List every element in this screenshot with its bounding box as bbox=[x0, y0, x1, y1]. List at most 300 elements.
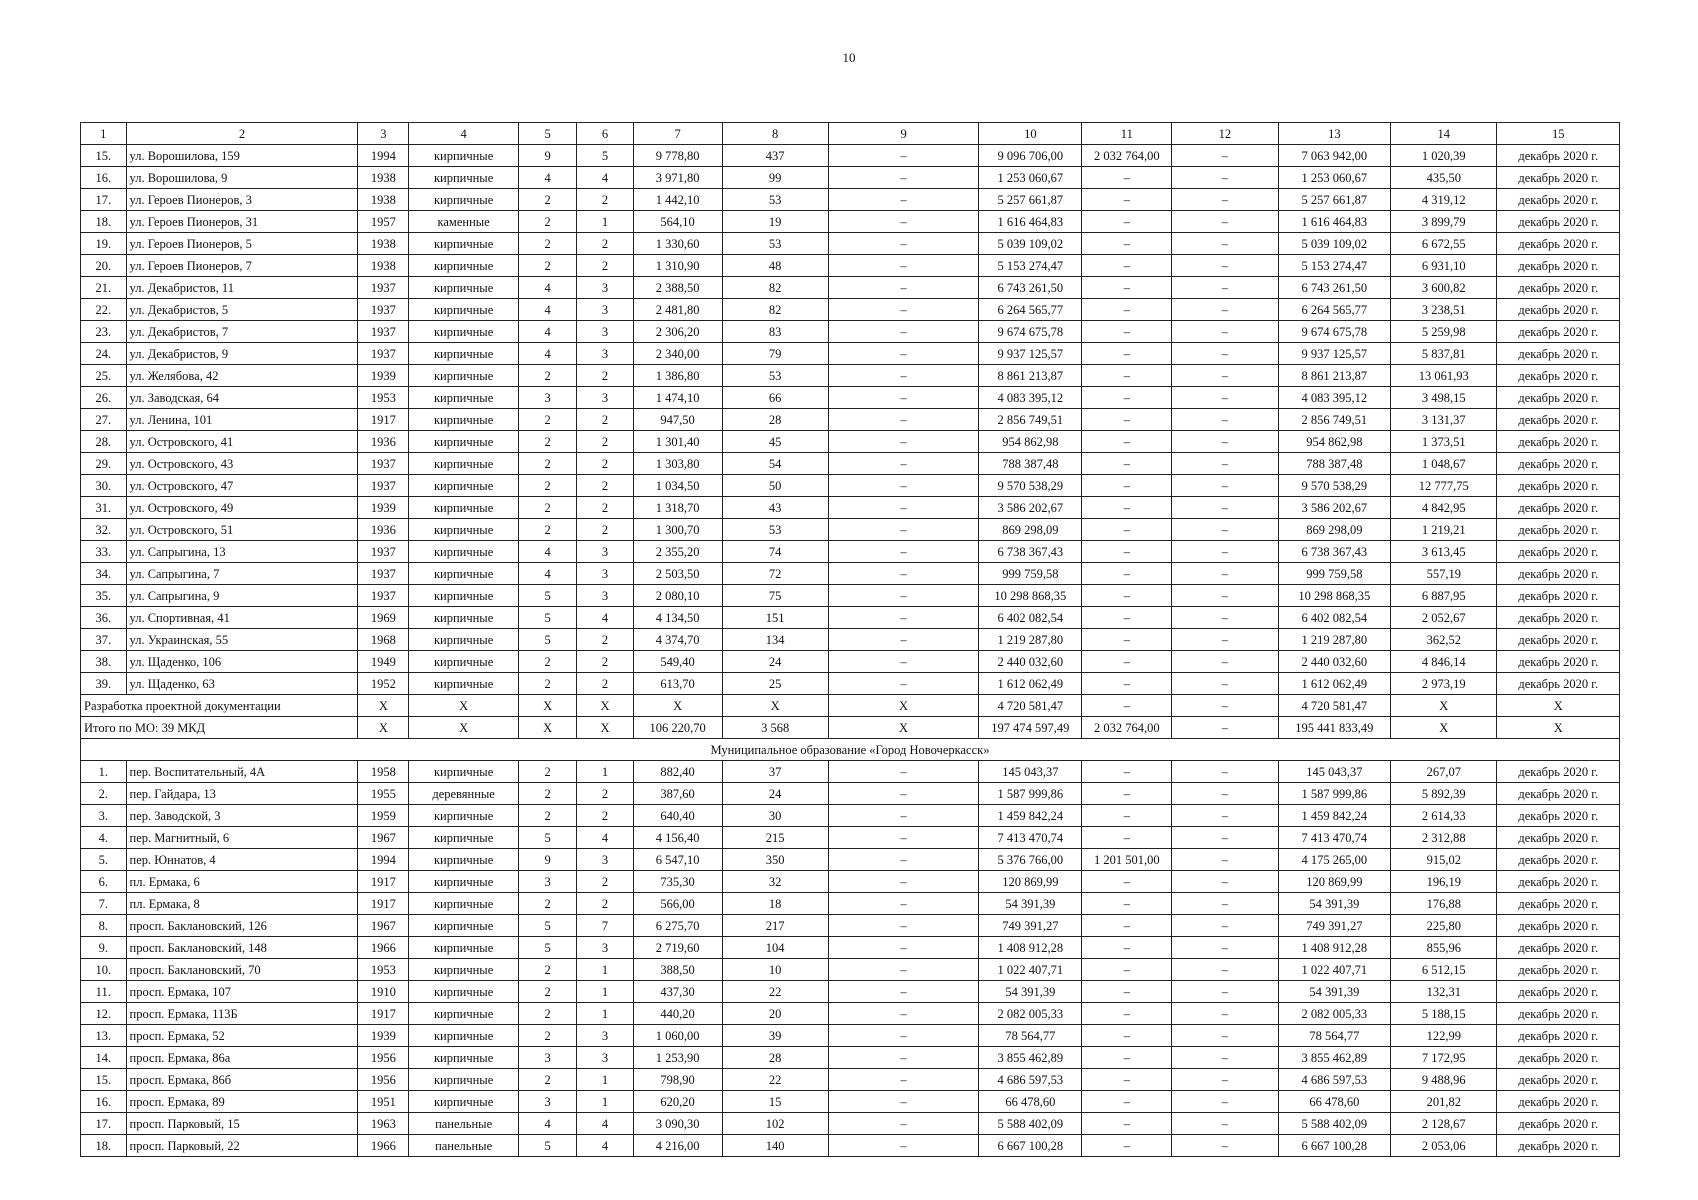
row-number-cell: 15. bbox=[81, 1069, 127, 1091]
table-cell: 66 bbox=[722, 387, 828, 409]
table-cell: 2 bbox=[577, 189, 633, 211]
table-cell: кирпичные bbox=[409, 409, 518, 431]
table-cell: 2 306,20 bbox=[633, 321, 722, 343]
table-row bbox=[81, 783, 1620, 805]
table-cell: 18 bbox=[722, 893, 828, 915]
address-cell: ул. Островского, 43 bbox=[126, 453, 358, 475]
row-number-cell: 2. bbox=[81, 783, 127, 805]
table-cell: декабрь 2020 г. bbox=[1497, 827, 1620, 849]
table-cell: – bbox=[828, 585, 979, 607]
row-number-cell: 15. bbox=[81, 145, 127, 167]
address-cell: просп. Ермака, 86а bbox=[126, 1047, 358, 1069]
row-number-cell: 22. bbox=[81, 299, 127, 321]
table-cell: 3 855 462,89 bbox=[979, 1047, 1082, 1069]
table-cell: 99 bbox=[722, 167, 828, 189]
table-cell: – bbox=[1172, 255, 1278, 277]
table-cell: кирпичные bbox=[409, 893, 518, 915]
table-cell: 15 bbox=[722, 1091, 828, 1113]
table-cell: – bbox=[828, 277, 979, 299]
table-cell: 145 043,37 bbox=[1278, 761, 1391, 783]
address-cell: ул. Декабристов, 5 bbox=[126, 299, 358, 321]
table-row bbox=[81, 629, 1620, 651]
table-cell: 2 388,50 bbox=[633, 277, 722, 299]
table-cell: 749 391,27 bbox=[979, 915, 1082, 937]
table-cell: 1 bbox=[577, 959, 633, 981]
address-cell: просп. Ермака, 89 bbox=[126, 1091, 358, 1113]
table-row bbox=[81, 277, 1620, 299]
table-cell: – bbox=[828, 211, 979, 233]
summary-cell: – bbox=[1172, 717, 1278, 739]
summary-cell: X bbox=[633, 695, 722, 717]
table-cell: 2 bbox=[577, 453, 633, 475]
table-cell: 13 061,93 bbox=[1391, 365, 1497, 387]
table-cell: 2 614,33 bbox=[1391, 805, 1497, 827]
table-cell: 4 bbox=[518, 167, 577, 189]
row-number-cell: 14. bbox=[81, 1047, 127, 1069]
table-cell: 3 bbox=[577, 387, 633, 409]
table-row bbox=[81, 761, 1620, 783]
table-cell: 1937 bbox=[358, 453, 409, 475]
table-cell: декабрь 2020 г. bbox=[1497, 1025, 1620, 1047]
table-cell: – bbox=[1172, 189, 1278, 211]
address-cell: ул. Островского, 51 bbox=[126, 519, 358, 541]
address-cell: ул. Островского, 41 bbox=[126, 431, 358, 453]
address-cell: пл. Ермака, 6 bbox=[126, 871, 358, 893]
table-cell: – bbox=[1172, 805, 1278, 827]
table-cell: декабрь 2020 г. bbox=[1497, 805, 1620, 827]
table-row bbox=[81, 431, 1620, 453]
summary-cell: X bbox=[518, 695, 577, 717]
table-cell: 53 bbox=[722, 189, 828, 211]
summary-label: Итого по МО: 39 МКД bbox=[81, 717, 358, 739]
summary-cell: X bbox=[358, 717, 409, 739]
table-cell: 2 bbox=[518, 981, 577, 1003]
address-cell: ул. Сапрыгина, 9 bbox=[126, 585, 358, 607]
table-row bbox=[81, 365, 1620, 387]
summary-cell: 4 720 581,47 bbox=[1278, 695, 1391, 717]
table-cell: 2 440 032,60 bbox=[1278, 651, 1391, 673]
table-cell: 1937 bbox=[358, 321, 409, 343]
table-cell: – bbox=[828, 915, 979, 937]
table-cell: 1 442,10 bbox=[633, 189, 722, 211]
table-cell: – bbox=[828, 497, 979, 519]
table-cell: кирпичные bbox=[409, 1025, 518, 1047]
table-cell: 2 bbox=[577, 871, 633, 893]
table-row bbox=[81, 409, 1620, 431]
table-cell: 54 391,39 bbox=[979, 893, 1082, 915]
summary-cell: X bbox=[828, 695, 979, 717]
table-cell: 8 861 213,87 bbox=[1278, 365, 1391, 387]
table-cell: 1 408 912,28 bbox=[1278, 937, 1391, 959]
table-cell: 1966 bbox=[358, 937, 409, 959]
table-cell: 10 bbox=[722, 959, 828, 981]
table-cell: – bbox=[828, 365, 979, 387]
table-cell: 1939 bbox=[358, 1025, 409, 1047]
table-cell: декабрь 2020 г. bbox=[1497, 387, 1620, 409]
table-cell: 1967 bbox=[358, 827, 409, 849]
table-cell: 2 312,88 bbox=[1391, 827, 1497, 849]
table-cell: – bbox=[828, 299, 979, 321]
table-cell: 39 bbox=[722, 1025, 828, 1047]
table-cell: кирпичные bbox=[409, 167, 518, 189]
table-cell: 2 bbox=[518, 1025, 577, 1047]
row-number-cell: 17. bbox=[81, 1113, 127, 1135]
row-number-cell: 18. bbox=[81, 211, 127, 233]
table-cell: кирпичные bbox=[409, 519, 518, 541]
table-cell: 5 588 402,09 bbox=[1278, 1113, 1391, 1135]
registry-table bbox=[80, 122, 1620, 1157]
table-cell: – bbox=[1172, 607, 1278, 629]
table-cell: – bbox=[1172, 937, 1278, 959]
table-cell: 2 bbox=[577, 805, 633, 827]
table-cell: кирпичные bbox=[409, 981, 518, 1003]
table-cell: 54 391,39 bbox=[1278, 893, 1391, 915]
address-cell: просп. Ермака, 107 bbox=[126, 981, 358, 1003]
table-cell: 3 bbox=[577, 585, 633, 607]
table-cell: – bbox=[1172, 959, 1278, 981]
table-cell: 30 bbox=[722, 805, 828, 827]
table-cell: – bbox=[828, 431, 979, 453]
table-row bbox=[81, 189, 1620, 211]
table-cell: декабрь 2020 г. bbox=[1497, 519, 1620, 541]
table-cell: 4 bbox=[577, 167, 633, 189]
table-cell: 999 759,58 bbox=[1278, 563, 1391, 585]
table-cell: декабрь 2020 г. bbox=[1497, 893, 1620, 915]
table-cell: 4 156,40 bbox=[633, 827, 722, 849]
table-cell: 22 bbox=[722, 981, 828, 1003]
table-row bbox=[81, 211, 1620, 233]
table-cell: – bbox=[1172, 893, 1278, 915]
table-cell: 83 bbox=[722, 321, 828, 343]
address-cell: ул. Щаденко, 106 bbox=[126, 651, 358, 673]
table-cell: 1938 bbox=[358, 167, 409, 189]
table-cell: 5 bbox=[518, 585, 577, 607]
summary-cell: X bbox=[1391, 717, 1497, 739]
row-number-cell: 21. bbox=[81, 277, 127, 299]
table-row bbox=[81, 959, 1620, 981]
table-cell: – bbox=[1172, 431, 1278, 453]
address-cell: просп. Парковый, 22 bbox=[126, 1135, 358, 1157]
table-cell: 4 175 265,00 bbox=[1278, 849, 1391, 871]
table-cell: 1937 bbox=[358, 585, 409, 607]
table-cell: 3 bbox=[577, 277, 633, 299]
row-number-cell: 6. bbox=[81, 871, 127, 893]
table-cell: 3 131,37 bbox=[1391, 409, 1497, 431]
table-cell: 145 043,37 bbox=[979, 761, 1082, 783]
table-cell: 2 bbox=[577, 255, 633, 277]
table-cell: – bbox=[1172, 651, 1278, 673]
table-row bbox=[81, 805, 1620, 827]
table-cell: 435,50 bbox=[1391, 167, 1497, 189]
table-cell: 1994 bbox=[358, 849, 409, 871]
address-cell: ул. Украинская, 55 bbox=[126, 629, 358, 651]
table-row bbox=[81, 893, 1620, 915]
table-cell: 7 063 942,00 bbox=[1278, 145, 1391, 167]
table-cell: 8 861 213,87 bbox=[979, 365, 1082, 387]
table-cell: кирпичные bbox=[409, 453, 518, 475]
table-cell: 1951 bbox=[358, 1091, 409, 1113]
table-cell: 2 080,10 bbox=[633, 585, 722, 607]
table-cell: 3 bbox=[518, 871, 577, 893]
table-cell: 4 bbox=[577, 607, 633, 629]
table-cell: – bbox=[828, 937, 979, 959]
table-cell: 2 bbox=[518, 189, 577, 211]
address-cell: ул. Героев Пионеров, 3 bbox=[126, 189, 358, 211]
table-cell: – bbox=[1172, 1091, 1278, 1113]
table-cell: 43 bbox=[722, 497, 828, 519]
table-cell: 140 bbox=[722, 1135, 828, 1157]
table-cell: кирпичные bbox=[409, 937, 518, 959]
table-cell: декабрь 2020 г. bbox=[1497, 431, 1620, 453]
table-cell: 1 bbox=[577, 981, 633, 1003]
table-cell: 4 bbox=[518, 277, 577, 299]
table-cell: 350 bbox=[722, 849, 828, 871]
table-cell: – bbox=[828, 409, 979, 431]
table-cell: 1959 bbox=[358, 805, 409, 827]
summary-cell: X bbox=[409, 695, 518, 717]
table-cell: 50 bbox=[722, 475, 828, 497]
address-cell: просп. Баклановский, 126 bbox=[126, 915, 358, 937]
table-cell: 440,20 bbox=[633, 1003, 722, 1025]
summary-cell: 4 720 581,47 bbox=[979, 695, 1082, 717]
table-cell: – bbox=[1082, 211, 1172, 233]
table-cell: – bbox=[1172, 365, 1278, 387]
column-number-header: 11 bbox=[1082, 123, 1172, 145]
table-cell: 3 bbox=[577, 343, 633, 365]
table-cell: 4 bbox=[518, 299, 577, 321]
table-cell: 4 083 395,12 bbox=[979, 387, 1082, 409]
table-cell: 5 bbox=[518, 1135, 577, 1157]
table-cell: 7 413 470,74 bbox=[1278, 827, 1391, 849]
table-cell: 5 bbox=[518, 915, 577, 937]
table-cell: 22 bbox=[722, 1069, 828, 1091]
table-cell: декабрь 2020 г. bbox=[1497, 1135, 1620, 1157]
table-cell: 1937 bbox=[358, 299, 409, 321]
table-cell: 3 855 462,89 bbox=[1278, 1047, 1391, 1069]
table-cell: 54 391,39 bbox=[979, 981, 1082, 1003]
table-cell: 1 301,40 bbox=[633, 431, 722, 453]
table-cell: 78 564,77 bbox=[979, 1025, 1082, 1047]
table-cell: 2 032 764,00 bbox=[1082, 145, 1172, 167]
table-cell: 1917 bbox=[358, 893, 409, 915]
table-cell: – bbox=[828, 761, 979, 783]
row-number-cell: 11. bbox=[81, 981, 127, 1003]
table-cell: – bbox=[828, 519, 979, 541]
summary-cell: X bbox=[828, 717, 979, 739]
table-cell: – bbox=[1172, 1135, 1278, 1157]
table-cell: 788 387,48 bbox=[1278, 453, 1391, 475]
table-cell: 869 298,09 bbox=[1278, 519, 1391, 541]
address-cell: просп. Баклановский, 70 bbox=[126, 959, 358, 981]
table-cell: 954 862,98 bbox=[979, 431, 1082, 453]
table-cell: – bbox=[1082, 497, 1172, 519]
table-cell: 5 588 402,09 bbox=[979, 1113, 1082, 1135]
table-cell: 4 bbox=[518, 1113, 577, 1135]
table-cell: 132,31 bbox=[1391, 981, 1497, 1003]
table-cell: кирпичные bbox=[409, 431, 518, 453]
table-cell: – bbox=[1172, 277, 1278, 299]
table-cell: 947,50 bbox=[633, 409, 722, 431]
table-cell: декабрь 2020 г. bbox=[1497, 497, 1620, 519]
table-cell: – bbox=[1082, 673, 1172, 695]
table-cell: 4 842,95 bbox=[1391, 497, 1497, 519]
table-cell: деревянные bbox=[409, 783, 518, 805]
table-cell: 6 402 082,54 bbox=[1278, 607, 1391, 629]
table-cell: 9 937 125,57 bbox=[979, 343, 1082, 365]
table-cell: – bbox=[828, 189, 979, 211]
table-cell: 9 488,96 bbox=[1391, 1069, 1497, 1091]
table-cell: – bbox=[828, 145, 979, 167]
row-number-cell: 25. bbox=[81, 365, 127, 387]
table-cell: 6 738 367,43 bbox=[1278, 541, 1391, 563]
table-row bbox=[81, 321, 1620, 343]
table-cell: 2 bbox=[577, 783, 633, 805]
table-cell: декабрь 2020 г. bbox=[1497, 607, 1620, 629]
table-cell: – bbox=[1082, 981, 1172, 1003]
table-cell: – bbox=[828, 959, 979, 981]
table-cell: 1 bbox=[577, 1003, 633, 1025]
summary-row bbox=[81, 695, 1620, 717]
table-cell: – bbox=[1172, 343, 1278, 365]
table-cell: 1938 bbox=[358, 233, 409, 255]
table-cell: 9 570 538,29 bbox=[979, 475, 1082, 497]
table-cell: 1952 bbox=[358, 673, 409, 695]
table-cell: – bbox=[1082, 915, 1172, 937]
table-cell: – bbox=[828, 1091, 979, 1113]
table-cell: декабрь 2020 г. bbox=[1497, 145, 1620, 167]
column-number-header: 1 bbox=[81, 123, 127, 145]
table-cell: 6 931,10 bbox=[1391, 255, 1497, 277]
address-cell: ул. Декабристов, 9 bbox=[126, 343, 358, 365]
table-cell: 6 512,15 bbox=[1391, 959, 1497, 981]
table-cell: 3 bbox=[518, 387, 577, 409]
column-number-header: 7 bbox=[633, 123, 722, 145]
row-number-cell: 13. bbox=[81, 1025, 127, 1047]
row-number-cell: 31. bbox=[81, 497, 127, 519]
table-cell: 3 bbox=[577, 541, 633, 563]
table-cell: кирпичные bbox=[409, 761, 518, 783]
address-cell: просп. Ермака, 86б bbox=[126, 1069, 358, 1091]
table-cell: 6 275,70 bbox=[633, 915, 722, 937]
table-cell: – bbox=[1172, 1069, 1278, 1091]
table-cell: 1 330,60 bbox=[633, 233, 722, 255]
row-number-cell: 36. bbox=[81, 607, 127, 629]
table-cell: 2 bbox=[518, 255, 577, 277]
row-number-cell: 16. bbox=[81, 167, 127, 189]
table-cell: – bbox=[828, 1135, 979, 1157]
table-row bbox=[81, 541, 1620, 563]
table-cell: – bbox=[1082, 453, 1172, 475]
table-cell: 437,30 bbox=[633, 981, 722, 1003]
table-cell: декабрь 2020 г. bbox=[1497, 255, 1620, 277]
table-cell: 362,52 bbox=[1391, 629, 1497, 651]
table-cell: кирпичные bbox=[409, 827, 518, 849]
row-number-cell: 33. bbox=[81, 541, 127, 563]
table-cell: кирпичные bbox=[409, 805, 518, 827]
table-cell: кирпичные bbox=[409, 871, 518, 893]
table-cell: декабрь 2020 г. bbox=[1497, 409, 1620, 431]
table-cell: 798,90 bbox=[633, 1069, 722, 1091]
table-cell: – bbox=[828, 849, 979, 871]
table-row bbox=[81, 475, 1620, 497]
table-cell: кирпичные bbox=[409, 563, 518, 585]
table-cell: 1937 bbox=[358, 343, 409, 365]
row-number-cell: 38. bbox=[81, 651, 127, 673]
summary-label: Разработка проектной документации bbox=[81, 695, 358, 717]
table-cell: декабрь 2020 г. bbox=[1497, 871, 1620, 893]
table-row bbox=[81, 1003, 1620, 1025]
table-cell: 5 bbox=[577, 145, 633, 167]
table-cell: 1938 bbox=[358, 255, 409, 277]
table-cell: – bbox=[828, 233, 979, 255]
table-cell: 1 bbox=[577, 1069, 633, 1091]
table-cell: – bbox=[1082, 783, 1172, 805]
summary-cell: X bbox=[577, 695, 633, 717]
table-cell: 3 bbox=[518, 1091, 577, 1113]
table-cell: 6 743 261,50 bbox=[1278, 277, 1391, 299]
table-cell: 12 777,75 bbox=[1391, 475, 1497, 497]
table-cell: – bbox=[1172, 211, 1278, 233]
table-cell: декабрь 2020 г. bbox=[1497, 1003, 1620, 1025]
table-cell: кирпичные bbox=[409, 497, 518, 519]
table-cell: декабрь 2020 г. bbox=[1497, 321, 1620, 343]
table-cell: 2 856 749,51 bbox=[979, 409, 1082, 431]
table-cell: 388,50 bbox=[633, 959, 722, 981]
table-cell: 6 264 565,77 bbox=[979, 299, 1082, 321]
table-cell: – bbox=[1082, 893, 1172, 915]
table-cell: 1 060,00 bbox=[633, 1025, 722, 1047]
table-cell: 1956 bbox=[358, 1069, 409, 1091]
table-cell: 613,70 bbox=[633, 673, 722, 695]
table-cell: 3 bbox=[577, 299, 633, 321]
table-cell: 9 674 675,78 bbox=[979, 321, 1082, 343]
table-cell: 4 319,12 bbox=[1391, 189, 1497, 211]
table-cell: 2 bbox=[577, 893, 633, 915]
row-number-cell: 26. bbox=[81, 387, 127, 409]
table-cell: 6 672,55 bbox=[1391, 233, 1497, 255]
table-cell: декабрь 2020 г. bbox=[1497, 1113, 1620, 1135]
table-cell: – bbox=[1172, 849, 1278, 871]
table-cell: 82 bbox=[722, 277, 828, 299]
table-cell: – bbox=[1082, 1069, 1172, 1091]
table-cell: 1 253 060,67 bbox=[1278, 167, 1391, 189]
address-cell: пл. Ермака, 8 bbox=[126, 893, 358, 915]
address-cell: пер. Воспитательный, 4А bbox=[126, 761, 358, 783]
table-cell: 437 bbox=[722, 145, 828, 167]
table-row bbox=[81, 1047, 1620, 1069]
table-cell: 1939 bbox=[358, 365, 409, 387]
table-cell: панельные bbox=[409, 1135, 518, 1157]
table-cell: – bbox=[828, 1025, 979, 1047]
table-cell: 3 899,79 bbox=[1391, 211, 1497, 233]
table-cell: кирпичные bbox=[409, 541, 518, 563]
address-cell: просп. Ермака, 52 bbox=[126, 1025, 358, 1047]
table-cell: 1967 bbox=[358, 915, 409, 937]
row-number-cell: 17. bbox=[81, 189, 127, 211]
table-row bbox=[81, 607, 1620, 629]
table-cell: декабрь 2020 г. bbox=[1497, 783, 1620, 805]
table-cell: кирпичные bbox=[409, 1047, 518, 1069]
table-cell: 2 bbox=[577, 475, 633, 497]
table-cell: 2 128,67 bbox=[1391, 1113, 1497, 1135]
table-cell: 5 bbox=[518, 629, 577, 651]
table-cell: 74 bbox=[722, 541, 828, 563]
table-cell: 1 587 999,86 bbox=[979, 783, 1082, 805]
table-cell: – bbox=[828, 255, 979, 277]
table-cell: 3 bbox=[577, 937, 633, 959]
row-number-cell: 3. bbox=[81, 805, 127, 827]
table-cell: – bbox=[828, 387, 979, 409]
